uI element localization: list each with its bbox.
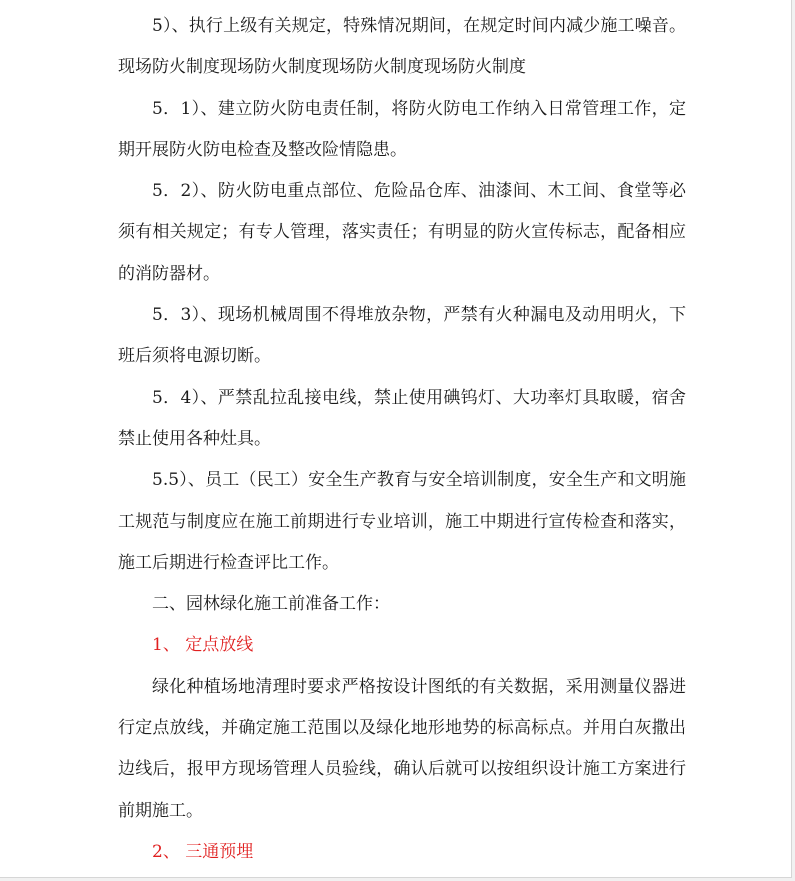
subheading-staking-out: 1、 定点放线 bbox=[152, 635, 254, 656]
paragraph-key-locations: 5．2）、防火防电重点部位、危险品仓库、油漆间、木工间、食堂等必须有相关规定；有专人管理，落实责任；有明显的防火宣传标志，配备相应的消防器材。 bbox=[118, 181, 686, 284]
subheading-utilities: 2、 三通预埋 bbox=[152, 841, 254, 862]
paragraph-staking-out: 绿化种植场地清理时要求严格按设计图纸的有关数据，采用测量仪器进行定点放线，并确定施工范围以及绿化地形地势的标高标点。并用白灰撒出边线后，报甲方现场管理人员验线，确认后就可以按组织设计施工方案进行前期施工。 bbox=[118, 676, 686, 821]
paragraph-wiring-rule: 5．4）、严禁乱拉乱接电线，禁止使用碘钨灯、大功率灯具取暖，宿舍禁止使用各种灶具。 bbox=[118, 387, 686, 449]
paragraph-machinery-area: 5．3）、现场机械周围不得堆放杂物，严禁有火种漏电及动用明火，下班后须将电源切断。 bbox=[118, 305, 686, 367]
paragraph-safety-training: 5.5）、员工（民工）安全生产教育与安全培训制度，安全生产和文明施工规范与制度应在施工前期进行专业培训，施工中期进行宣传检查和落实，施工后期进行检查评比工作。 bbox=[118, 470, 686, 573]
section-heading-preparation: 二、园林绿化施工前准备工作： bbox=[152, 594, 390, 615]
document-body bbox=[118, 6, 686, 873]
paragraph-noise-rule: 5）、执行上级有关规定，特殊情况期间，在规定时间内减少施工噪音。 现场防火制度现场防火制度现场防火制度现场防火制度 bbox=[118, 16, 686, 78]
paragraph-fire-responsibility: 5．1）、建立防火防电责任制，将防火防电工作纳入日常管理工作，定期开展防火防电检查及整改险情隐患。 bbox=[118, 98, 686, 160]
